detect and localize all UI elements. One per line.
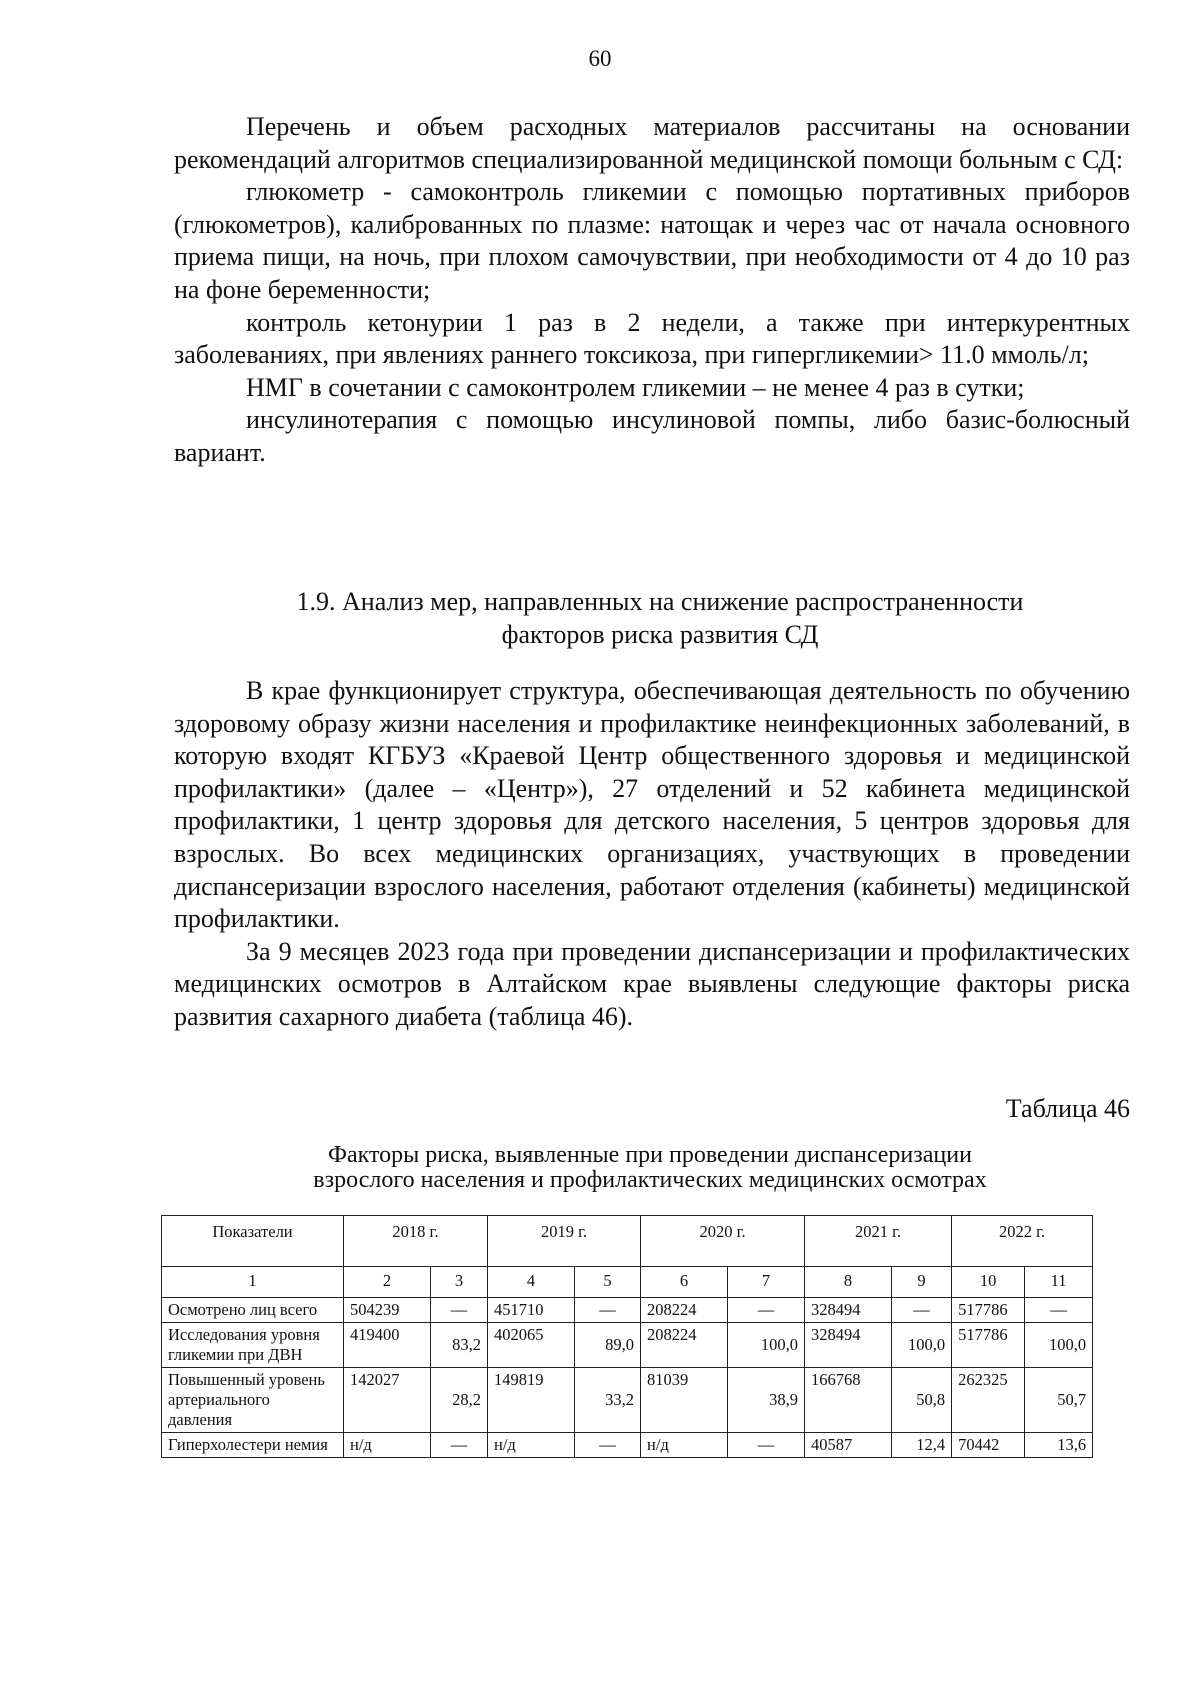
table-cell: 89,0 bbox=[575, 1323, 641, 1368]
table-cell: 13,6 bbox=[1025, 1433, 1093, 1458]
table-cell: н/д bbox=[488, 1433, 575, 1458]
section-heading-line: факторов риска развития СД bbox=[501, 620, 819, 649]
table-cell: — bbox=[892, 1298, 952, 1323]
paragraph: За 9 месяцев 2023 года при проведении диспансеризации и профилактических медицинских осмотров в Алтайском крае выявлены следующие факторы риска развития сахарного диабета (таблица 46). bbox=[174, 936, 1130, 1031]
table-header-cell: 2022 г. bbox=[952, 1216, 1093, 1267]
table-cell: 100,0 bbox=[892, 1323, 952, 1368]
table-cell: 208224 bbox=[641, 1298, 728, 1323]
table-cell: 402065 bbox=[488, 1323, 575, 1368]
risk-factors-table bbox=[161, 1215, 1093, 1458]
paragraph: контроль кетонурии 1 раз в 2 недели, а также при интеркурентных заболеваниях, при явлениях раннего токсикоза, при гипергликемии> 11.0 ммоль/л; bbox=[174, 307, 1130, 370]
column-number: 2 bbox=[344, 1267, 431, 1298]
paragraph: НМГ в сочетании с самоконтролем гликемии – не менее 4 раз в сутки; bbox=[246, 372, 1025, 402]
table-caption-line: Факторы риска, выявленные при проведении диспансеризации bbox=[328, 1142, 972, 1168]
column-number: 4 bbox=[488, 1267, 575, 1298]
row-label: Исследования уровня гликемии при ДВН bbox=[162, 1323, 344, 1368]
table-label: Таблица 46 bbox=[1005, 1094, 1130, 1123]
table-cell: — bbox=[575, 1298, 641, 1323]
paragraph: Перечень и объем расходных материалов рассчитаны на основании рекомендаций алгоритмов специализированной медицинской помощи больным с СД: bbox=[174, 112, 1130, 174]
table-cell: 517786 bbox=[952, 1298, 1025, 1323]
table-cell: 50,8 bbox=[892, 1368, 952, 1433]
table-cell: 33,2 bbox=[575, 1368, 641, 1433]
table-cell: — bbox=[431, 1298, 488, 1323]
table-cell: 328494 bbox=[805, 1298, 892, 1323]
column-number: 6 bbox=[641, 1267, 728, 1298]
column-number: 3 bbox=[431, 1267, 488, 1298]
table-cell: н/д bbox=[641, 1433, 728, 1458]
column-number: 1 bbox=[162, 1267, 344, 1298]
row-label: Осмотрено лиц всего bbox=[162, 1298, 344, 1323]
table-cell: 12,4 bbox=[892, 1433, 952, 1458]
column-number: 9 bbox=[892, 1267, 952, 1298]
page-number: 60 bbox=[588, 46, 612, 71]
column-number: 11 bbox=[1025, 1267, 1093, 1298]
table-header-cell: 2018 г. bbox=[344, 1216, 488, 1267]
table-cell: — bbox=[728, 1298, 805, 1323]
table-cell: 81039 bbox=[641, 1368, 728, 1433]
intro-text bbox=[174, 111, 1130, 470]
column-number: 10 bbox=[952, 1267, 1025, 1298]
table-header-cell: 2019 г. bbox=[488, 1216, 641, 1267]
table-header-row bbox=[162, 1216, 1093, 1267]
table-cell: 100,0 bbox=[728, 1323, 805, 1368]
column-number: 8 bbox=[805, 1267, 892, 1298]
paragraph: инсулинотерапия с помощью инсулиновой помпы, либо базис-болюсный вариант. bbox=[174, 405, 1130, 467]
table-cell: 83,2 bbox=[431, 1323, 488, 1368]
table-row bbox=[162, 1433, 1093, 1458]
paragraph: В крае функционирует структура, обеспечивающая деятельность по обучению здоровому образу жизни населения и профилактике неинфекционных заболеваний, в которую входят КГБУЗ «Краевой Центр общественного здоровья и медицинской профилактики» (далее – «Центр»), 27 отделений и 52 кабинета медицинской профилактики, 1 центр здоровья для детского населения, 5 центров здоровья для взрослых. Во всех медицинских организациях, участвующих в проведении диспансеризации взрослого населения, работают отделения (кабинеты) медицинской профилактики. bbox=[174, 676, 1130, 934]
paragraph: глюкометр - самоконтроль гликемии с помощью портативных приборов (глюкометров), калиброванных по плазме: натощак и через час от начала основного приема пищи, на ночь, при плохом самочувствии, при необходимости от 4 до 10 раз на фоне беременности; bbox=[174, 177, 1130, 304]
table-row bbox=[162, 1298, 1093, 1323]
table-cell: — bbox=[575, 1433, 641, 1458]
table-row bbox=[162, 1368, 1093, 1433]
table-header-cell: 2020 г. bbox=[641, 1216, 805, 1267]
table-cell: 208224 bbox=[641, 1323, 728, 1368]
table-cell: 40587 bbox=[805, 1433, 892, 1458]
table-caption bbox=[190, 1143, 1110, 1193]
section-text bbox=[174, 675, 1130, 1034]
table-cell: 100,0 bbox=[1025, 1323, 1093, 1368]
table-cell: 28,2 bbox=[431, 1368, 488, 1433]
table-cell: 166768 bbox=[805, 1368, 892, 1433]
table-cell: — bbox=[728, 1433, 805, 1458]
table-column-number-row bbox=[162, 1267, 1093, 1298]
table-header-cell: Показатели bbox=[162, 1216, 344, 1267]
row-label: Повышенный уровень артериального давления bbox=[162, 1368, 344, 1433]
table-cell: — bbox=[1025, 1298, 1093, 1323]
section-heading bbox=[200, 585, 1120, 651]
table-cell: 70442 bbox=[952, 1433, 1025, 1458]
table-row bbox=[162, 1323, 1093, 1368]
table-cell: 149819 bbox=[488, 1368, 575, 1433]
table-cell: н/д bbox=[344, 1433, 431, 1458]
table-cell: — bbox=[431, 1433, 488, 1458]
table-caption-line: взрослого населения и профилактических медицинских осмотрах bbox=[313, 1167, 987, 1193]
table-cell: 451710 bbox=[488, 1298, 575, 1323]
row-label: Гиперхолестери немия bbox=[162, 1433, 344, 1458]
column-number: 5 bbox=[575, 1267, 641, 1298]
table-cell: 142027 bbox=[344, 1368, 431, 1433]
table-cell: 38,9 bbox=[728, 1368, 805, 1433]
table-cell: 419400 bbox=[344, 1323, 431, 1368]
table-cell: 504239 bbox=[344, 1298, 431, 1323]
table-cell: 262325 bbox=[952, 1368, 1025, 1433]
table-cell: 517786 bbox=[952, 1323, 1025, 1368]
section-heading-line: 1.9. Анализ мер, направленных на снижение распространенности bbox=[296, 587, 1024, 616]
column-number: 7 bbox=[728, 1267, 805, 1298]
table-cell: 328494 bbox=[805, 1323, 892, 1368]
table-cell: 50,7 bbox=[1025, 1368, 1093, 1433]
table-header-cell: 2021 г. bbox=[805, 1216, 952, 1267]
